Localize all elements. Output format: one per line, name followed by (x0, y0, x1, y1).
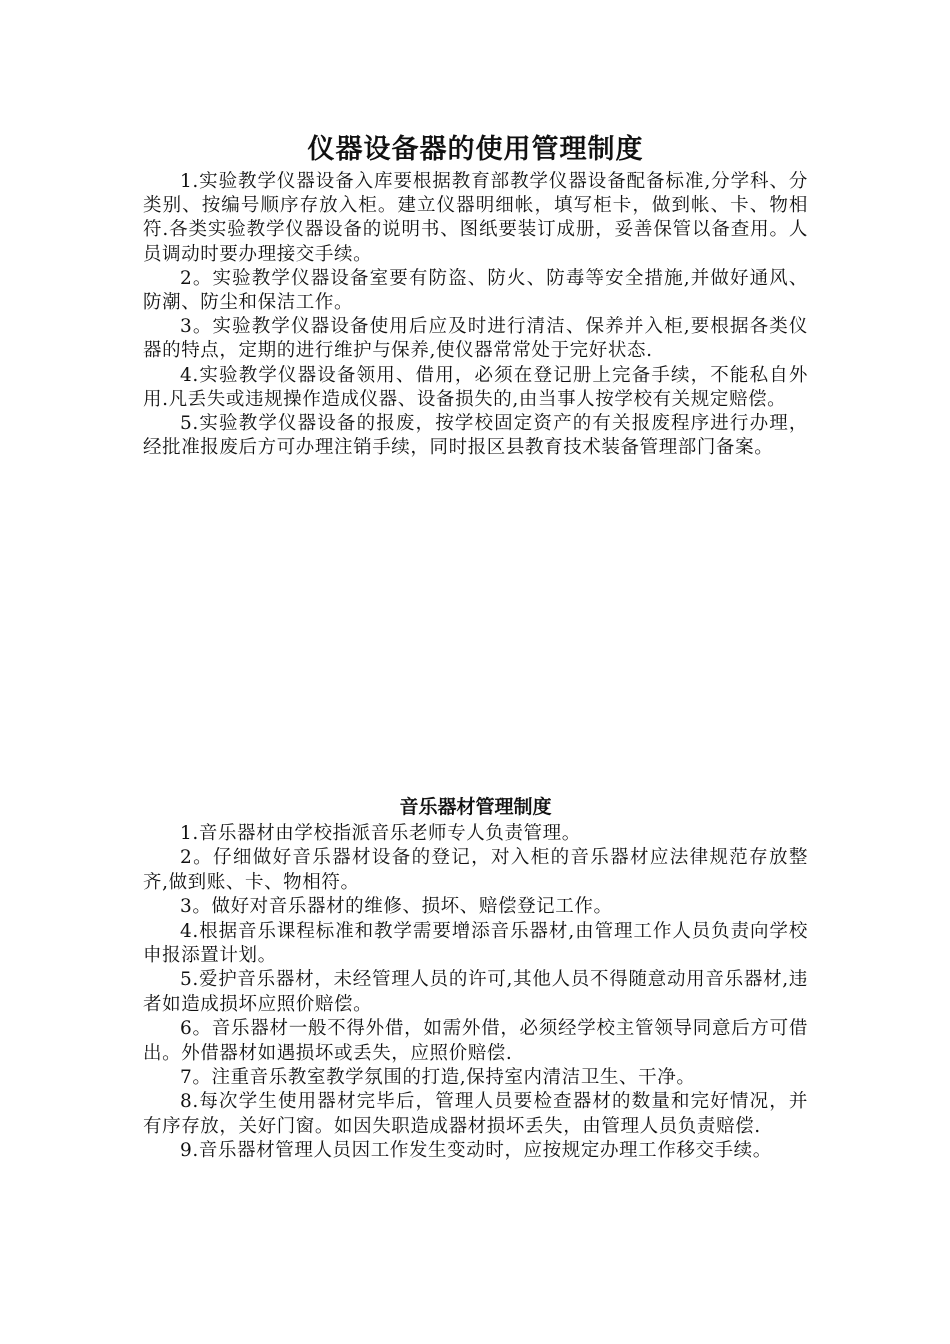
equipment-rule-2: 2。实验教学仪器设备室要有防盗、防火、防毒等安全措施,并做好通风、防潮、防尘和保洁工作。 (143, 267, 808, 314)
music-rule-7: 7。注重音乐教室教学氛围的打造,保持室内清洁卫生、干净。 (180, 1067, 696, 1089)
music-equipment-title: 音乐器材管理制度 (399, 796, 552, 818)
equipment-management-title: 仪器设备器的使用管理制度 (307, 134, 644, 165)
music-rule-1: 1.音乐器材由学校指派音乐老师专人负责管理。 (180, 823, 581, 844)
music-rule-5: 5.爱护音乐器材，未经管理人员的许可,其他人员不得随意动用音乐器材,违者如造成损坏应照价赔偿。 (143, 969, 808, 1015)
music-rule-4: 4.根据音乐课程标准和教学需要增添音乐器材,由管理工作人员负责向学校申报添置计划。 (143, 920, 808, 967)
equipment-rule-5: 5.实验教学仪器设备的报废，按学校固定资产的有关报废程序进行办理，经批准报废后方可办理注销手续，同时报区县教育技术装备管理部门备案。 (143, 413, 808, 459)
equipment-management-section (143, 130, 808, 460)
music-rule-2: 2。仔细做好音乐器材设备的登记，对入柜的音乐器材应法律规范存放整齐,做到账、卡、物相符。 (143, 847, 808, 893)
music-equipment-section (143, 792, 808, 1164)
music-rule-6: 6。音乐器材一般不得外借，如需外借，必须经学校主管领导同意后方可借出。外借器材如遇损坏或丢失，应照价赔偿. (143, 1018, 808, 1064)
equipment-rule-4: 4.实验教学仪器设备领用、借用，必须在登记册上完备手续，不能私自外用.凡丢失或违规操作造成仪器、设备损失的,由当事人按学校有关规定赔偿。 (143, 364, 808, 410)
music-rule-9: 9.音乐器材管理人员因工作发生变动时，应按规定办理工作移交手续。 (180, 1140, 772, 1162)
music-rule-8: 8.每次学生使用器材完毕后，管理人员要检查器材的数量和完好情况，并有序存放，关好门窗。如因失职造成器材损坏丢失，由管理人员负责赔偿. (143, 1091, 808, 1137)
equipment-rule-3: 3。实验教学仪器设备使用后应及时进行清洁、保养并入柜,要根据各类仪器的特点，定期的进行维护与保养,使仪器常常处于完好状态. (143, 316, 808, 362)
equipment-rule-1: 1.实验教学仪器设备入库要根据教育部教学仪器设备配备标准,分学科、分类别、按编号顺序存放入柜。建立仪器明细帐，填写柜卡，做到帐、卡、物相符.各类实验教学仪器设备的说明书、图纸要装订成册，妥善保管以备查用。人员调动时要办理接交手续。 (143, 171, 808, 265)
music-rule-3: 3。做好对音乐器材的维修、损坏、赔偿登记工作。 (180, 896, 613, 918)
